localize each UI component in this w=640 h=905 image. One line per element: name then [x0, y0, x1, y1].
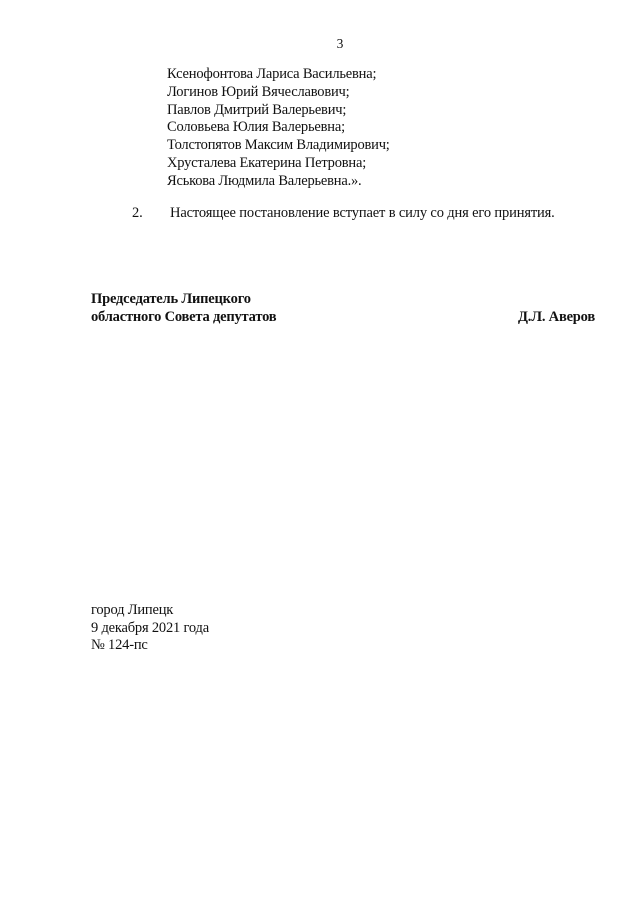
page-number: 3: [336, 36, 344, 51]
signature-block: [91, 290, 595, 326]
clause-number: 2.: [132, 205, 143, 221]
list-item: Толстопятов Максим Владимирович;: [167, 137, 390, 154]
document-number: № 124-пс: [91, 637, 148, 653]
document-footer: [91, 602, 209, 655]
signatory-title-line-1: Председатель Липецкого: [91, 291, 251, 307]
document-date: 9 декабря 2021 года: [91, 619, 209, 636]
list-item: Хрусталева Екатерина Петровна;: [167, 154, 367, 171]
list-item: Павлов Дмитрий Валерьевич;: [167, 101, 347, 118]
signatory-name: Д.Л. Аверов: [518, 309, 595, 325]
list-item: Ксенофонтова Лариса Васильевна;: [167, 66, 377, 82]
list-item: Соловьева Юлия Валерьевна;: [167, 119, 345, 136]
list-item: Яськова Людмила Валерьевна.».: [167, 172, 362, 189]
city: город Липецк: [91, 602, 174, 618]
signatory-title-line-2: областного Совета депутатов: [91, 309, 277, 325]
names-list: [167, 66, 390, 191]
list-item: Логинов Юрий Вячеславович;: [167, 83, 350, 100]
clause-paragraph: [132, 205, 555, 222]
clause-text: Настоящее постановление вступает в силу со дня его принятия.: [170, 205, 555, 221]
signature-row: [91, 308, 595, 326]
